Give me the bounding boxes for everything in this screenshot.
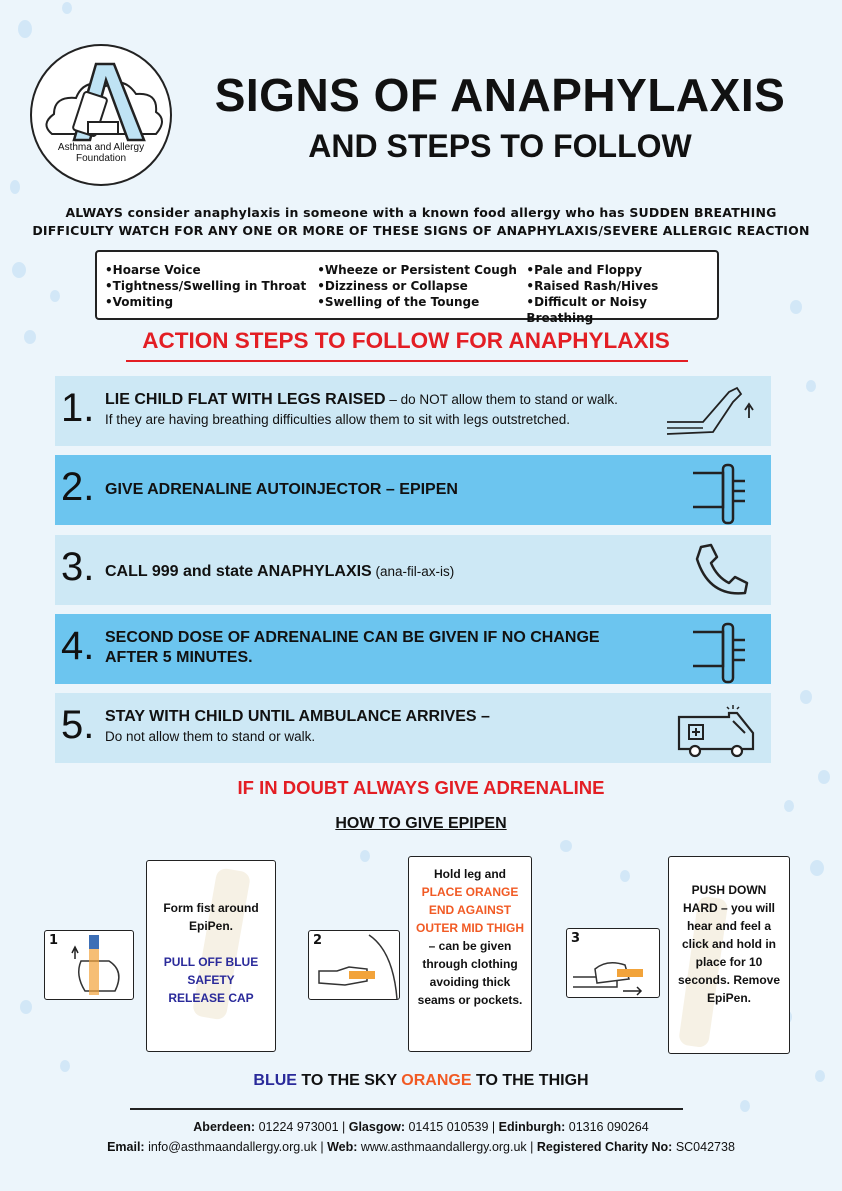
- page-title: SIGNS OF ANAPHYLAXIS: [214, 69, 786, 121]
- step-text: STAY WITH CHILD UNTIL AMBULANCE ARRIVES – Do not allow them to stand or walk.: [105, 708, 490, 744]
- sign-item: •Hoarse Voice: [105, 263, 201, 277]
- step-text: GIVE ADRENALINE AUTOINJECTOR – EPIPEN: [105, 481, 458, 498]
- sign-item: •Difficult or Noisy Breathing: [526, 295, 647, 325]
- how-step-1-image: [44, 930, 134, 1000]
- step-number: 5.: [61, 703, 95, 747]
- action-step-4: [55, 614, 771, 684]
- signs-box: [95, 250, 719, 325]
- step-text: SECOND DOSE OF ADRENALINE CAN BE GIVEN IF NO CHANGE AFTER 5 MINUTES.: [105, 629, 600, 666]
- action-step-5: [55, 693, 771, 763]
- how-step-number: 3: [571, 931, 581, 946]
- how-step-text: PUSH DOWN HARD – you will hear and feel a click and hold in place for 10 seconds. Remove EpiPen.: [677, 883, 781, 1005]
- foundation-logo: [30, 44, 172, 186]
- step-number: 3.: [61, 545, 95, 589]
- step-number: 4.: [61, 624, 95, 668]
- step-number: 1.: [61, 386, 95, 430]
- epipen-icon: [689, 620, 759, 688]
- sign-item: •Vomiting: [105, 295, 174, 309]
- how-step-2-image: [308, 930, 400, 1000]
- step-number: 2.: [61, 465, 95, 509]
- footer-contact: Email: info@asthmaandallergy.org.uk | Web: www.asthmaandallergy.org.uk | Registered Charity No: SC042738: [107, 1140, 735, 1154]
- how-step-number: 2: [313, 933, 323, 948]
- sign-item: •Raised Rash/Hives: [526, 279, 659, 293]
- signs-column: [317, 262, 526, 318]
- signs-column: [105, 262, 317, 318]
- sign-item: •Wheeze or Persistent Cough: [317, 263, 517, 277]
- how-step-3-card: [668, 856, 790, 1054]
- sign-item: •Dizziness or Collapse: [317, 279, 468, 293]
- intro-text: ALWAYS consider anaphylaxis in someone with a known food allergy who has SUDDEN BREATHING DIFFICULTY WATCH FOR ANY ONE OR MORE OF THESE SIGNS OF ANAPHYLAXIS/SEVERE ALLERGIC REACTION: [32, 205, 810, 238]
- phone-icon: [689, 541, 759, 605]
- footer-phones: Aberdeen: 01224 973001 | Glasgow: 01415 010539 | Edinburgh: 01316 090264: [193, 1120, 649, 1134]
- legs-raised-icon: [663, 382, 759, 446]
- action-title: ACTION STEPS TO FOLLOW FOR ANAPHYLAXIS: [142, 328, 670, 353]
- action-step-1: [55, 376, 771, 446]
- sign-item: •Swelling of the Tounge: [317, 295, 480, 309]
- how-step-2-card: [408, 856, 532, 1052]
- logo-text: Asthma and Allergy Foundation: [57, 142, 145, 164]
- how-step-3-image: [566, 928, 660, 998]
- ambulance-icon: [675, 699, 759, 765]
- how-to-title: HOW TO GIVE EPIPEN: [335, 815, 507, 832]
- signs-column: [526, 262, 709, 325]
- page-subtitle: AND STEPS TO FOLLOW: [308, 128, 692, 164]
- action-step-2: [55, 455, 771, 525]
- how-step-number: 1: [49, 933, 59, 948]
- sign-item: •Pale and Floppy: [526, 263, 643, 277]
- doubt-banner: IF IN DOUBT ALWAYS GIVE ADRENALINE: [237, 777, 605, 798]
- how-step-text: Form fist around EpiPen. PULL OFF BLUE SAFETY RELEASE CAP: [163, 901, 259, 1005]
- how-step-text: Hold leg and PLACE ORANGE END AGAINST OUTER MID THIGH – can be given through clothing avoiding thick seams or pockets.: [416, 867, 524, 1007]
- action-title-underline: [126, 360, 688, 362]
- epipen-icon: [689, 461, 759, 529]
- step-text: LIE CHILD FLAT WITH LEGS RAISED – do NOT allow them to stand or walk. If they are having breathing difficulties allow them to sit with legs outstretched.: [105, 391, 618, 427]
- tagline: BLUE TO THE SKY ORANGE TO THE THIGH: [253, 1072, 589, 1089]
- how-step-1-card: [146, 860, 276, 1052]
- action-step-3: [55, 535, 771, 605]
- footer-divider: [130, 1108, 683, 1110]
- step-text: CALL 999 and state ANAPHYLAXIS (ana-fil-ax-is): [105, 563, 455, 580]
- sign-item: •Tightness/Swelling in Throat: [105, 279, 307, 293]
